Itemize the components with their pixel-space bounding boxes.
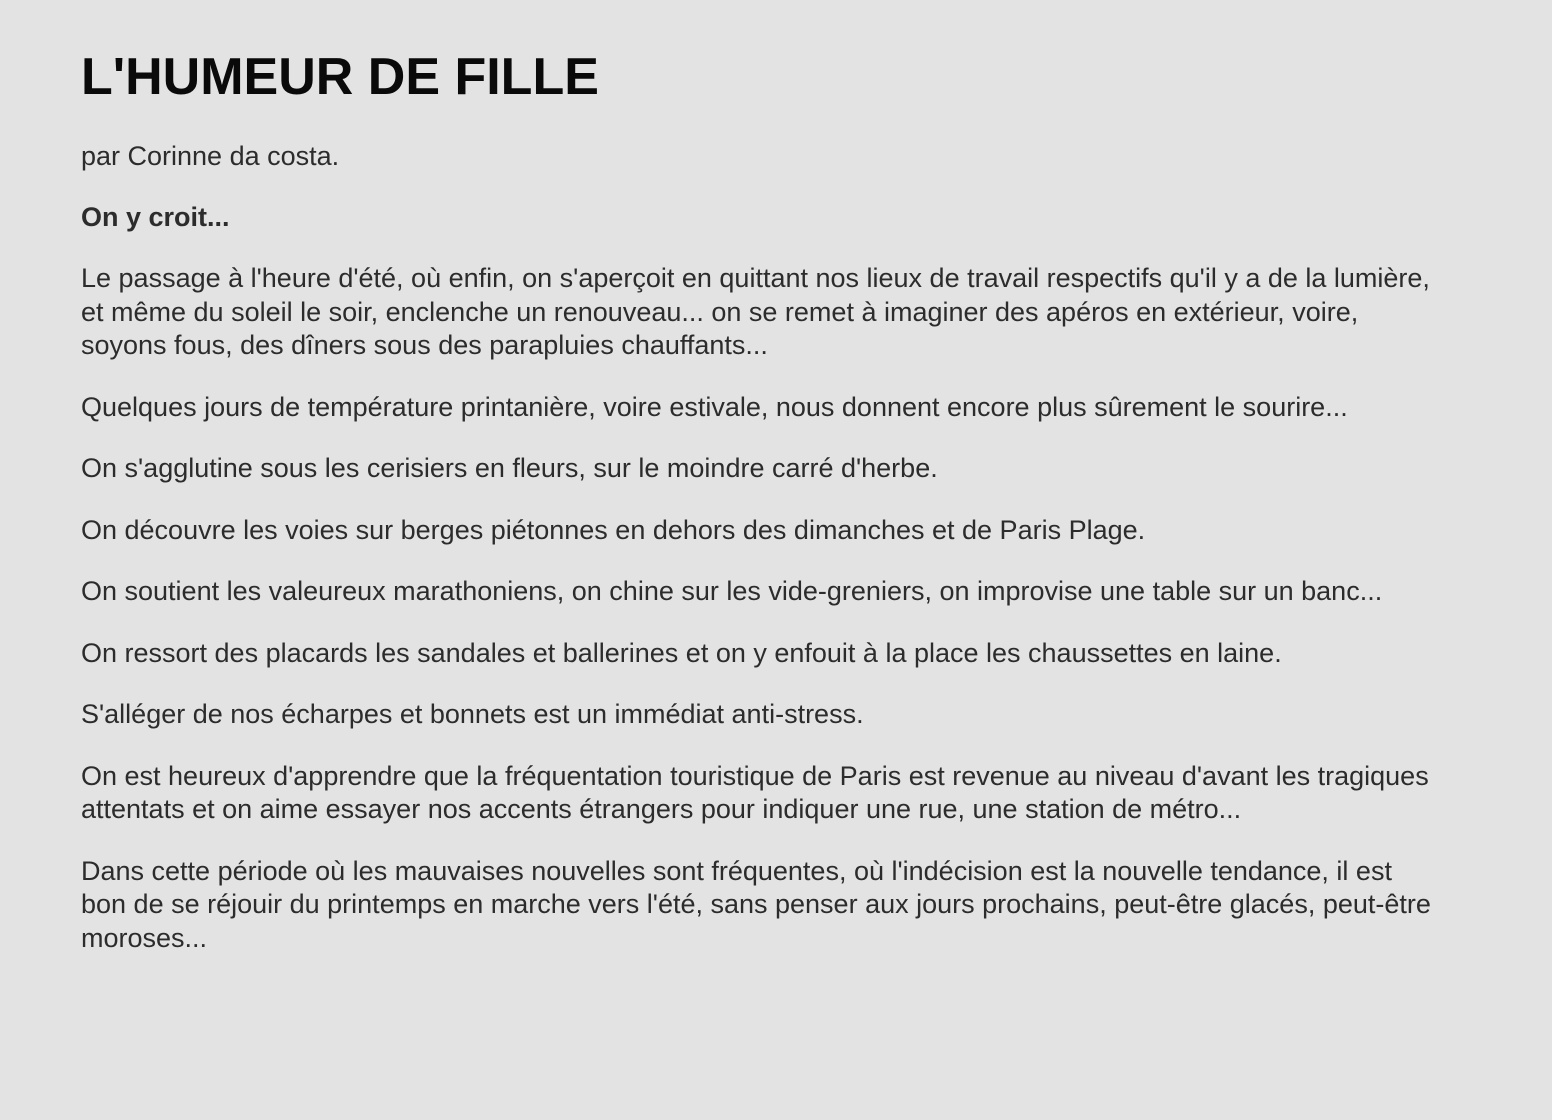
article-paragraph-1: Le passage à l'heure d'été, où enfin, on s'aperçoit en quittant nos lieux de travail respectifs qu'il y a de la lumière, et même du soleil le soir, enclenche un renouveau... on se remet à imaginer des apéros en extérieur, voire, soyons fous, des dîners sous des parapluies chauffants...: [81, 263, 1430, 360]
article-paragraph-8: On est heureux d'apprendre que la fréquentation touristique de Paris est revenue au niveau d'avant les tragiques attentats et on aime essayer nos accents étrangers pour indiquer une rue, une station de métro...: [81, 760, 1429, 824]
article-paragraph-2: Quelques jours de température printanière, voire estivale, nous donnent encore plus sûrement le sourire...: [81, 391, 1348, 422]
article-paragraph-9: Dans cette période où les mauvaises nouvelles sont fréquentes, où l'indécision est la nouvelle tendance, il est bon de se réjouir du printemps en marche vers l'été, sans penser aux jours prochains, peut-être glacés, peut-être moroses...: [81, 855, 1431, 953]
article-paragraph-7: S'alléger de nos écharpes et bonnets est un immédiat anti-stress.: [81, 699, 864, 729]
article-title: L'HUMEUR DE FILLE: [81, 48, 599, 106]
article-paragraph-3: On s'agglutine sous les cerisiers en fleurs, sur le moindre carré d'herbe.: [81, 453, 938, 483]
article-paragraph-5: On soutient les valeureux marathoniens, on chine sur les vide-greniers, on improvise une table sur un banc...: [81, 576, 1383, 606]
article-paragraph-4: On découvre les voies sur berges piétonnes en dehors des dimanches et de Paris Plage.: [81, 514, 1146, 545]
article-subhead: On y croit...: [81, 202, 230, 232]
article-paragraph-6: On ressort des placards les sandales et ballerines et on y enfouit à la place les chaussettes en laine.: [81, 637, 1282, 668]
article-byline: par Corinne da costa.: [81, 141, 340, 171]
